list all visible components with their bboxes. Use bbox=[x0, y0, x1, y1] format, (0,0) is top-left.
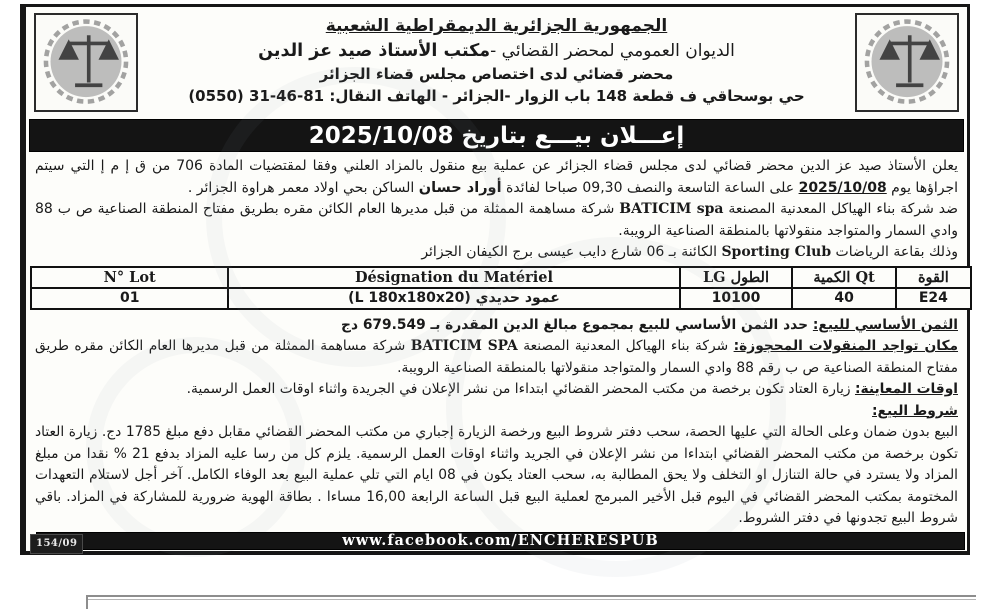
letterhead-text bbox=[138, 13, 855, 108]
notice-paragraph-2: ضد شركة بناء الهياكل المعدنية المصنعة BATICIM spa شركة مساهمة الممثلة من قبل مديرها العام الكائن مقره بطريق مفتاح المنطقة الصناعية ص ب 88 وادي السمار والمتواجد منقولاتها بالمنطقة الصناعية الرويبة. bbox=[35, 201, 958, 239]
notice-sections bbox=[26, 312, 967, 530]
company-name: BATICIM spa bbox=[619, 201, 724, 217]
office-title: الديوان العمومي لمحضر القضائي -مكتب الأستاذ صيد عز الدين bbox=[258, 40, 735, 61]
beneficiary-name: أوراد حسان bbox=[418, 179, 502, 196]
next-document-edge bbox=[86, 595, 88, 609]
cell-power: E24 bbox=[896, 288, 971, 309]
column-header-lot: N° Lot bbox=[31, 267, 228, 288]
phone-number: (0550) 31-46-81 bbox=[188, 86, 325, 105]
base-price-label: الثمن الأساسي للبيع: bbox=[812, 316, 958, 333]
bailiff-name: مكتب الأستاذ صيد عز الدين bbox=[258, 40, 491, 61]
sale-date: 2025/10/08 bbox=[798, 179, 887, 196]
sale-conditions-text: البيع بدون ضمان وعلى الحالة التي عليها الحصة، سحب دفتر شروط البيع ورخصة الزيارة إجباري من مكتب المحضر القضائي مقابل دفع مبلغ 1785 دج. زيارة العتاد تكون برخصة من مكتب المحضر القضائي ابتداءا من نشر الإعلان في الجريد واثناء اوقات العمل الرسمية. يلزم كل من رسا عليه المزاد بدفع 21 % نقدا من مبلغ المزاد ولا يسترد في حالة التنازل او التخلف ولا يحق المطالبة به، سحب العتاد يكون في 08 ايام التي تلي عملية البيع بعد الوفاء الكامل. آخر أجل لاستلام التعهدات المختومة بمكتب المحضر القضائي في اليوم قبل الأخير المبرمج لعملية البيع قبل الساعة الرابعة 16,00 مساءا . بطاقة الهوية ضرورية للمشاركة في المزاد. باقي شروط البيع تجدونها في دفتر الشروط. bbox=[35, 424, 959, 526]
sale-announcement-banner: إعـــلان بيـــع بتاريخ 2025/10/08 bbox=[29, 119, 964, 152]
facebook-banner bbox=[36, 532, 965, 550]
column-header-length: LG الطول bbox=[680, 267, 793, 288]
notice-paragraph-1: يعلن الأستاذ صيد عز الدين محضر قضائي لدى مجلس قضاء الجزائر عن عملية بيع منقول بالمزاد العلني وفقا لمقتضيات المادة 706 من ق إ م إ التي سيتم اجراؤها يوم 2025/10/08 على الساعة التاسعة والنصف 09,30 صباحا لفائدة أوراد حسان الساكن بحي اولاد معمر هراوة الجزائر . bbox=[35, 158, 958, 196]
viewing-times-label: اوقات المعاينة: bbox=[854, 381, 958, 397]
reference-number: 154/09 bbox=[30, 534, 83, 554]
base-price-text: حدد الثمن الأساسي للبيع بمجموع مبالغ الدين المقدرة بـ 679.549 دج bbox=[341, 316, 813, 333]
goods-location-label: مكان تواجد المنقولات المحجوزة: bbox=[733, 338, 959, 354]
table-row bbox=[31, 288, 971, 309]
scales-of-justice-icon bbox=[38, 17, 134, 108]
cell-quantity: 40 bbox=[792, 288, 895, 309]
column-header-quantity: الكمية Qt bbox=[792, 267, 895, 288]
cell-length: 10100 bbox=[680, 288, 793, 309]
cell-lot-number: 01 bbox=[31, 288, 228, 309]
viewing-times-section: اوقات المعاينة: زيارة العتاد تكون برخصة من مكتب المحضر القضائي ابتداءا من نشر الإعلان في الجريدة واثناء اوقات العمل الرسمية. bbox=[186, 381, 958, 397]
goods-location-section: مكان تواجد المنقولات المحجوزة: شركة بناء الهياكل المعدنية المصنعة BATICIM SPA شركة مساهمة الممثلة من قبل مديرها العام الكائن مقره طريق مفتاح المنطقة الصناعية ص ب رقم 88 وادي السمار والمتواجد منقولاتها بالمنطقة الصناعية الرويبة. bbox=[35, 338, 959, 376]
facebook-url: www.facebook.com/ENCHERESPUB bbox=[342, 532, 659, 549]
next-document-edge bbox=[86, 595, 976, 600]
notice-paragraph-3: وذلك بقاعة الرياضات Sporting Club الكائنة بـ 06 شارع دايب عيسى برج الكيفان الجزائر bbox=[421, 244, 958, 260]
document-frame bbox=[20, 4, 970, 555]
cell-designation: عمود حديدي (L 180x180x20) bbox=[228, 288, 679, 309]
company-name: BATICIM SPA bbox=[410, 338, 518, 354]
base-price-section bbox=[35, 315, 958, 337]
letterhead bbox=[26, 7, 967, 117]
column-header-designation: Désignation du Matériel bbox=[228, 267, 679, 288]
republic-title: الجمهورية الجزائرية الديمقراطية الشعبية bbox=[325, 16, 668, 36]
column-header-power: القوة bbox=[896, 267, 971, 288]
scales-of-justice-icon bbox=[859, 17, 955, 108]
table-header-row bbox=[31, 267, 971, 288]
lots-table bbox=[30, 266, 972, 310]
justice-seal-right bbox=[855, 13, 959, 112]
justice-seal-left bbox=[34, 13, 138, 112]
bailiff-jurisdiction: محضر قضائي لدى اختصاص مجلس قضاء الجزائر bbox=[319, 65, 674, 84]
sale-conditions-heading: شروط البيع: bbox=[872, 402, 958, 419]
notice-body bbox=[26, 152, 967, 264]
address-phone-line: حي بوسحاقي ف قطعة 148 باب الزوار -الجزائر - الهاتف النقال: (0550) 31-46-81 bbox=[188, 86, 805, 105]
venue-name: Sporting Club bbox=[721, 244, 832, 260]
